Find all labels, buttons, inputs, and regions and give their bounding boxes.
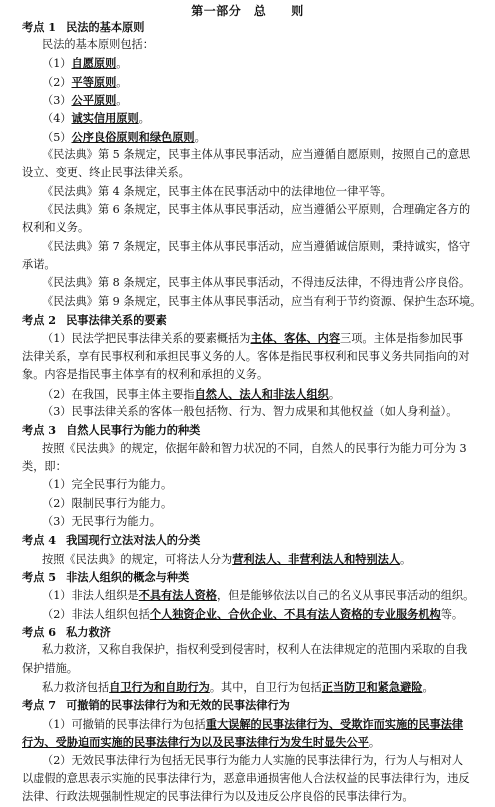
section-number: 考点 7 bbox=[22, 698, 57, 713]
line-text: 类，即： bbox=[22, 459, 67, 473]
emphasis-text: 营利法人、非营利法人和特别法人 bbox=[232, 551, 401, 566]
paragraph-line bbox=[42, 91, 477, 111]
emphasis-text: 自卫行为和自助行为 bbox=[109, 680, 210, 695]
continuation-line bbox=[22, 660, 477, 679]
line-text: 《民法典》第 4 条规定，民事主体在民事活动中的法律地位一律平等。 bbox=[42, 184, 392, 198]
line-text: （2）在我国，民事主体主要指 bbox=[42, 387, 195, 401]
emphasis-text: 自愿原则 bbox=[71, 56, 117, 71]
line-text: （3） bbox=[42, 93, 72, 107]
continuation-line bbox=[22, 256, 477, 275]
paragraph-line bbox=[42, 238, 477, 257]
line-text: 私力救济，又称自我保护，指权利受到侵害时，权利人在法律规定的范围内采取的自我 bbox=[42, 643, 468, 657]
section-title: 私力救济 bbox=[66, 625, 111, 640]
line-text: ，但是能够依法以自己的名义从事民事活动的组织。 bbox=[216, 589, 475, 603]
paragraph-line bbox=[42, 54, 477, 74]
paragraph-line bbox=[42, 678, 477, 698]
line-text: 。 bbox=[368, 736, 381, 750]
line-text: 法律关系，享有民事权利和承担民事义务的人。客体是指民事权利和民事义务共同指向的对 bbox=[22, 349, 470, 363]
section-heading bbox=[22, 696, 477, 715]
emphasis-text: 主体、客体、内容 bbox=[250, 331, 341, 346]
paragraph-line bbox=[42, 385, 477, 405]
line-text: 。 bbox=[422, 681, 434, 695]
line-text: 。 bbox=[194, 130, 206, 144]
line-text: 三项。主体是指参加民事 bbox=[340, 332, 464, 346]
section-heading bbox=[22, 531, 477, 550]
paragraph-line bbox=[42, 146, 477, 165]
section-title: 可撤销的民事法律行为和无效的民事法律行为 bbox=[66, 698, 290, 713]
emphasis-text: 正当防卫和紧急避险 bbox=[321, 680, 423, 695]
line-text: （3）无民事行为能力。 bbox=[42, 514, 161, 528]
paragraph-line bbox=[42, 513, 477, 532]
paragraph-line bbox=[42, 715, 477, 735]
line-text: 私力救济包括 bbox=[42, 681, 110, 695]
line-text: （2）无效民事法律行为包括无民事行为能力人实施的民事法律行为，行为人与相对人 bbox=[42, 753, 464, 767]
emphasis-text: 平等原则 bbox=[71, 74, 117, 89]
line-text: 承诺。 bbox=[22, 258, 56, 272]
paragraph-line bbox=[42, 586, 477, 606]
paragraph-line bbox=[42, 440, 477, 459]
section-number: 考点 5 bbox=[22, 570, 57, 584]
line-text: 按照《民法典》的规定，可将法人分为 bbox=[42, 552, 233, 566]
emphasis-text: 诚实信用原则 bbox=[71, 111, 139, 126]
paragraph-line bbox=[42, 550, 477, 570]
line-text: （1）可撤销的民事法律行为包括 bbox=[42, 717, 206, 731]
paragraph-line bbox=[42, 329, 477, 349]
continuation-line bbox=[22, 164, 477, 183]
paragraph-line bbox=[42, 201, 477, 220]
paragraph-line bbox=[42, 605, 477, 625]
line-text: 民法的基本原则包括： bbox=[42, 37, 154, 51]
emphasis-text: 不具有法人资格 bbox=[138, 588, 217, 603]
page-title: 第一部分 总 则 bbox=[191, 4, 304, 18]
continuation-line bbox=[22, 733, 477, 753]
continuation-line bbox=[22, 219, 477, 238]
line-text: 《民法典》第 6 条规定，民事主体从事民事活动，应当遵循公平原则，合理确定各方的 bbox=[42, 203, 471, 216]
paragraph-line bbox=[42, 128, 477, 148]
paragraph-line bbox=[42, 109, 477, 129]
section-number: 考点 6 bbox=[22, 625, 57, 640]
section-number: 考点 2 bbox=[22, 313, 57, 328]
line-text: 。 bbox=[328, 387, 341, 401]
section-number: 考点 1 bbox=[22, 19, 57, 34]
line-text: （1）完全民事行为能力。 bbox=[42, 478, 173, 492]
section-title: 非法人组织的概念与种类 bbox=[66, 570, 190, 584]
line-text: 象。内容是指民事主体享有的权利和承担的义务。 bbox=[22, 368, 269, 382]
line-text: 权利和义务。 bbox=[22, 221, 90, 235]
line-text: 。 bbox=[138, 112, 150, 126]
line-text: 。 bbox=[400, 552, 412, 566]
paragraph-line bbox=[42, 293, 482, 312]
paragraph-line bbox=[42, 73, 477, 93]
line-text: 《民法典》第 8 条规定，民事主体从事民事活动，不得违反法律，不得违背公序良俗。 bbox=[42, 276, 471, 290]
line-text: （1）民法学把民事法律关系的要素概括为 bbox=[42, 332, 251, 346]
continuation-line bbox=[22, 458, 477, 477]
line-text: 《民法典》第 5 条规定，民事主体从事民事活动，应当遵循自愿原则，按照自己的意思 bbox=[42, 147, 471, 161]
line-text: 。 bbox=[116, 93, 128, 107]
section-heading bbox=[22, 568, 477, 587]
section-title: 民法的基本原则 bbox=[66, 19, 145, 34]
emphasis-text: 个人独资企业、合伙企业、不具有法人资格的专业服务机构 bbox=[149, 606, 441, 621]
emphasis-text: 公平原则 bbox=[71, 92, 117, 107]
continuation-line bbox=[22, 348, 477, 367]
paragraph-line bbox=[42, 495, 477, 514]
section-title: 自然人民事行为能力的种类 bbox=[66, 423, 201, 438]
section-heading bbox=[22, 311, 477, 330]
paragraph-line bbox=[42, 403, 477, 422]
paragraph-line bbox=[42, 183, 477, 202]
line-text: 法律、行政法规强制性规定的民事法律行为以及违反公序良俗的民事法律行为。 bbox=[22, 790, 414, 804]
line-text: 等。 bbox=[440, 607, 464, 621]
section-number: 考点 4 bbox=[22, 533, 57, 548]
line-text: 设立、变更、终止民事法律关系。 bbox=[22, 166, 190, 180]
line-text: 《民法典》第 9 条规定，民事主体从事民事活动，应当有利于节约资源、保护生态环境。 bbox=[42, 294, 482, 308]
line-text: （5） bbox=[42, 130, 72, 144]
line-text: （2） bbox=[42, 75, 72, 89]
paragraph-line bbox=[42, 274, 477, 293]
line-text: 保护措施。 bbox=[22, 661, 78, 675]
emphasis-text: 公序良俗原则和绿色原则 bbox=[71, 129, 195, 144]
line-text: （3）民事法律关系的客体一般包括物、行为、智力成果和其他权益（如人身利益）。 bbox=[42, 404, 458, 418]
section-title: 我国现行立法对法人的分类 bbox=[66, 533, 201, 548]
section-title: 民事法律关系的要素 bbox=[66, 313, 167, 328]
continuation-line bbox=[22, 788, 477, 807]
section-heading bbox=[22, 623, 477, 642]
emphasis-text: 行为、受胁迫而实施的民事法律行为以及民事法律行为发生时显失公平 bbox=[22, 735, 369, 750]
paragraph-line bbox=[42, 641, 477, 660]
line-text: 。 bbox=[116, 75, 128, 89]
line-text: （4） bbox=[42, 112, 72, 126]
line-text: （1）非法人组织是 bbox=[42, 589, 139, 603]
section-heading bbox=[22, 421, 477, 440]
line-text: （2）限制民事行为能力。 bbox=[42, 496, 173, 510]
emphasis-text: 自然人、法人和非法人组织 bbox=[194, 386, 329, 401]
continuation-line bbox=[22, 366, 477, 385]
section-number: 考点 3 bbox=[22, 423, 57, 438]
line-text: 以虚假的意思表示实施的民事法律行为，恶意串通损害他人合法权益的民事法律行为，违反 bbox=[22, 771, 470, 785]
line-text: （1） bbox=[42, 57, 72, 71]
emphasis-text: 重大误解的民事法律行为、受欺诈而实施的民事法律 bbox=[205, 716, 464, 731]
line-text: 。 bbox=[116, 57, 128, 71]
paragraph-line bbox=[42, 476, 477, 495]
paragraph-line bbox=[42, 752, 477, 771]
section-heading bbox=[22, 18, 477, 37]
line-text: （2）非法人组织包括 bbox=[42, 607, 150, 621]
line-text: 按照《民法典》的规定，依据年龄和智力状况的不同，自然人的民事行为能力可分为 3 bbox=[42, 441, 467, 455]
line-text: 《民法典》第 7 条规定，民事主体从事民事活动，应当遵循诚信原则，秉持诚实，恪守 bbox=[42, 239, 471, 253]
line-text: 。其中，自卫行为包括 bbox=[209, 681, 322, 695]
paragraph-line bbox=[42, 36, 477, 55]
continuation-line bbox=[22, 770, 477, 789]
